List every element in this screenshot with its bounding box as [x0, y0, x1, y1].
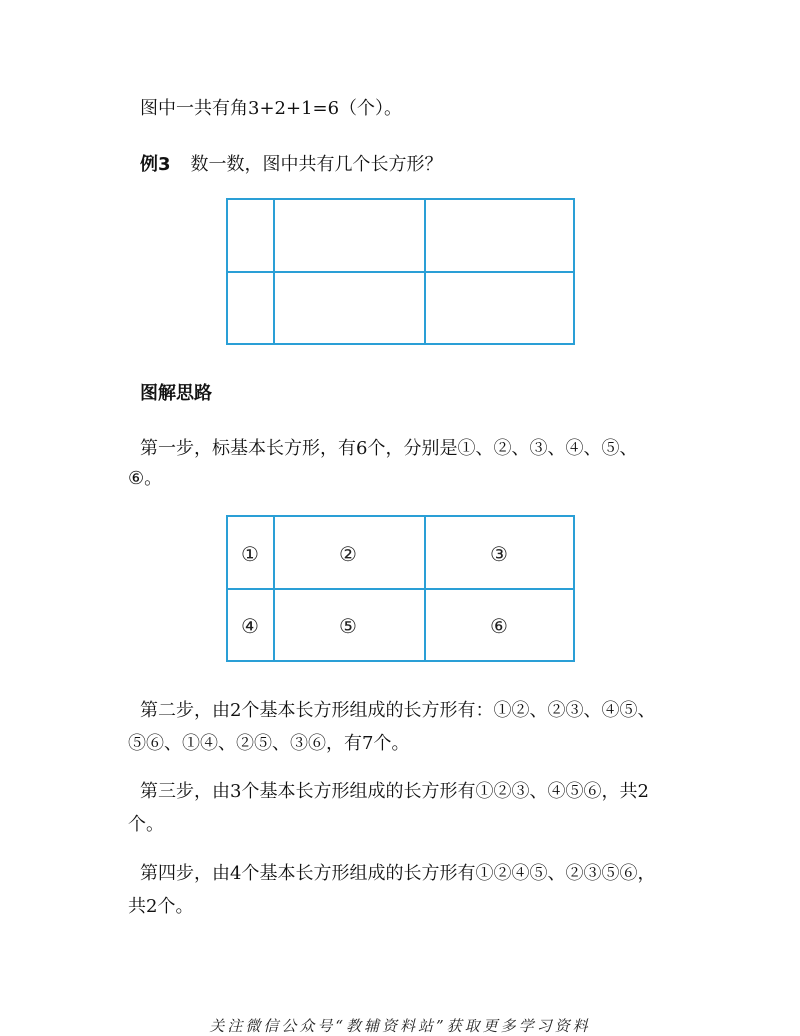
section-title: 图解思路: [140, 383, 212, 404]
rectangle-figure-2: [226, 515, 575, 662]
step1-line2: ⑥。: [128, 468, 163, 489]
cell-label-1: ①: [241, 542, 259, 566]
example-question-text: 数一数，图中共有几个长方形？: [190, 154, 443, 175]
footer-watermark: 关注微信公众号“教辅资料站”获取更多学习资料: [209, 1017, 591, 1035]
step3-line1: 第三步，由3个基本长方形组成的长方形有①②③、④⑤⑥，共2: [140, 781, 649, 802]
step1-line1: 第一步，标基本长方形，有6个，分别是①、②、③、④、⑤、: [140, 438, 638, 459]
grid-divider: [228, 588, 573, 590]
step3-line2: 个。: [128, 814, 164, 835]
example-label: 例3: [140, 154, 171, 175]
cell-label-5: ⑤: [339, 614, 357, 638]
intro-line: 图中一共有角3+2+1=6（个）。: [140, 98, 403, 119]
cell-label-3: ③: [490, 542, 508, 566]
step2-line1: 第二步，由2个基本长方形组成的长方形有：①②、②③、④⑤、: [140, 700, 656, 721]
cell-label-6: ⑥: [490, 614, 508, 638]
step4-line2: 共2个。: [128, 896, 194, 917]
rectangle-figure-1: [226, 198, 575, 345]
grid-divider: [228, 271, 573, 273]
cell-label-4: ④: [241, 614, 259, 638]
step4-line1: 第四步，由4个基本长方形组成的长方形有①②④⑤、②③⑤⑥，: [140, 863, 656, 884]
step2-line2: ⑤⑥、①④、②⑤、③⑥，有7个。: [128, 733, 410, 754]
cell-label-2: ②: [339, 542, 357, 566]
example-question: [140, 152, 443, 178]
